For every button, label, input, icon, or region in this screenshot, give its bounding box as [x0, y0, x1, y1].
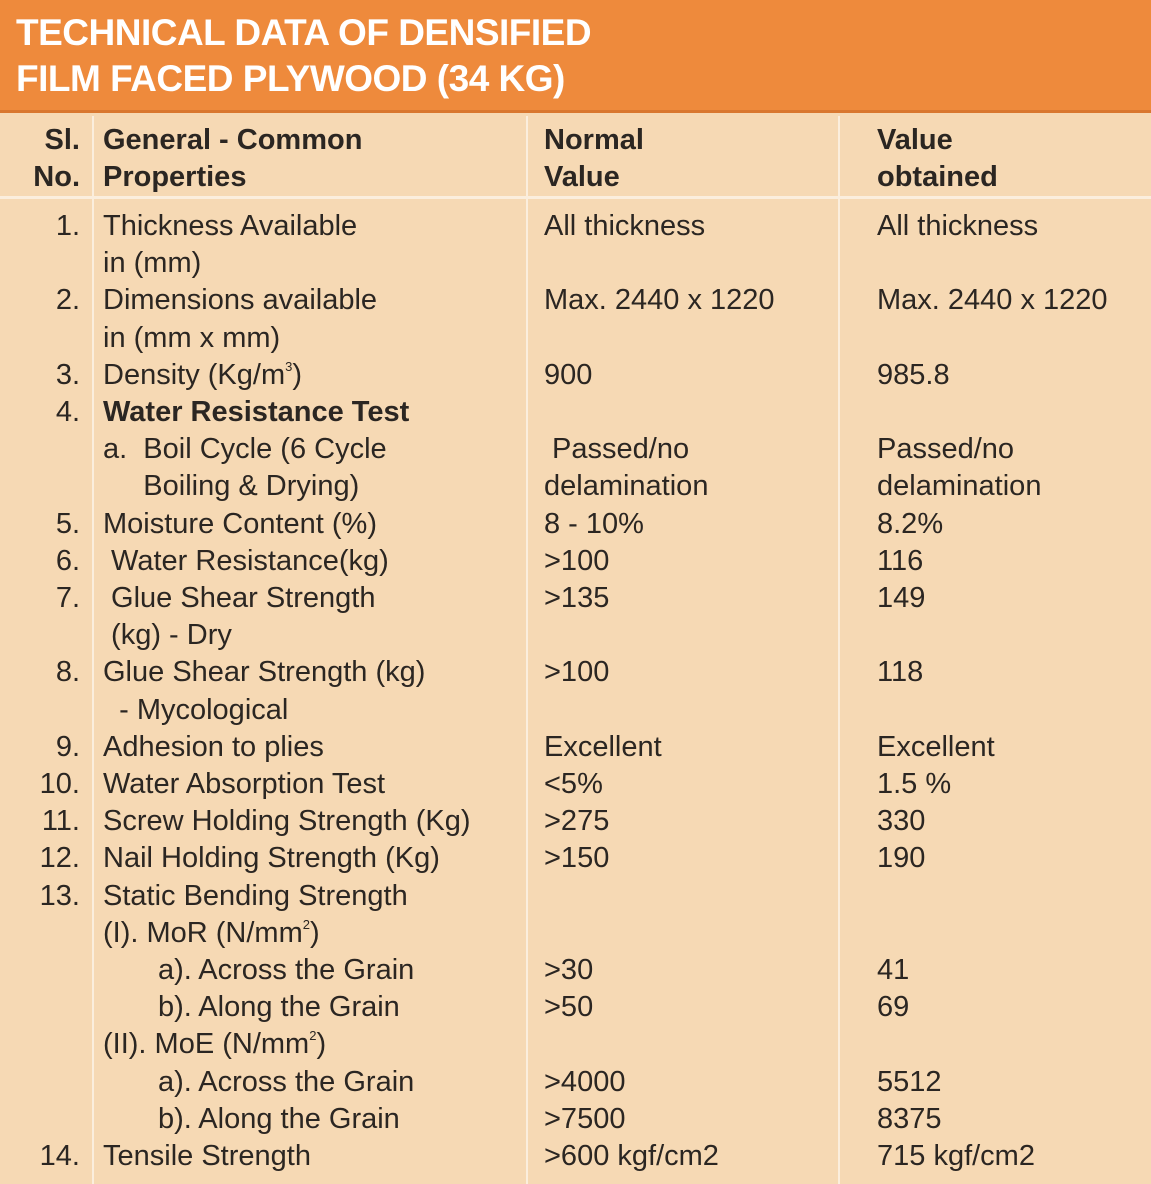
value-obtained-cell: 149 — [877, 582, 926, 614]
header-properties-line1: General - Common — [103, 124, 363, 156]
normal-value-cell: >4000 — [544, 1066, 626, 1098]
normal-value-cell: >600 kgf/cm2 — [544, 1140, 719, 1172]
value-obtained-cell: 69 — [877, 991, 910, 1023]
property-text-end: ) — [292, 359, 303, 391]
header-sl-text: Sl. — [44, 124, 80, 156]
property-text: a). Across the Grain — [158, 954, 415, 986]
property-text: (kg) - Dry — [103, 619, 232, 651]
property-text: Nail Holding Strength (Kg) — [103, 842, 440, 874]
property-text: Adhesion to plies — [103, 731, 324, 763]
property-label — [103, 208, 357, 245]
property-text: Static Bending Strength — [103, 880, 408, 912]
property-label — [103, 617, 232, 654]
value-obtained-cell: 985.8 — [877, 359, 950, 391]
header-normal-value — [544, 122, 644, 196]
property-label — [158, 952, 414, 989]
property-text: b). Along the Grain — [158, 1103, 400, 1135]
row-number: 8. — [55, 656, 80, 688]
property-text: (II). MoE (N/mm — [103, 1028, 310, 1060]
property-text: - Mycological — [103, 694, 289, 726]
property-label — [103, 766, 385, 803]
value-obtained-cell: 715 kgf/cm2 — [877, 1140, 1035, 1172]
header-no-text: No. — [33, 161, 80, 193]
row-number: 12. — [39, 842, 80, 874]
unit-superscript: 2 — [309, 1028, 317, 1043]
normal-value-cell: >100 — [544, 656, 610, 688]
row-number: 4. — [55, 396, 80, 428]
header-normal-line2: Value — [544, 161, 620, 193]
property-label — [103, 431, 387, 468]
header-properties — [103, 122, 362, 196]
value-obtained-cell: 330 — [877, 805, 926, 837]
value-obtained-cell: 8375 — [877, 1103, 942, 1135]
value-obtained-cell: delamination — [877, 470, 1042, 502]
property-label — [158, 1101, 400, 1138]
normal-value-cell: <5% — [544, 768, 603, 800]
value-obtained-cell: All thickness — [877, 210, 1039, 242]
normal-value-cell: delamination — [544, 470, 709, 502]
property-label — [103, 506, 377, 543]
normal-value-cell: Passed/no — [544, 433, 690, 465]
header-obtained-line2: obtained — [877, 161, 998, 193]
property-text-end: ) — [316, 1028, 327, 1060]
technical-data-table — [0, 116, 1151, 1184]
property-label — [103, 692, 288, 729]
value-obtained-cell: 190 — [877, 842, 926, 874]
property-text: Dimensions available — [103, 284, 378, 316]
property-label — [103, 878, 408, 915]
property-text: Density (Kg/m — [103, 359, 286, 391]
column-divider — [838, 116, 840, 1184]
property-text: Water Resistance(kg) — [103, 545, 389, 577]
property-label — [103, 915, 320, 952]
normal-value-cell: >150 — [544, 842, 610, 874]
property-label — [103, 729, 324, 766]
normal-value-cell: Excellent — [544, 731, 662, 763]
row-number: 9. — [55, 731, 80, 763]
unit-superscript: 2 — [302, 917, 310, 932]
property-label — [158, 1064, 414, 1101]
row-number: 7. — [55, 582, 80, 614]
header-properties-line2: Properties — [103, 161, 247, 193]
property-text: Boiling & Drying) — [103, 470, 360, 502]
property-label — [103, 654, 425, 691]
property-text-end: ) — [309, 917, 320, 949]
normal-value-cell: >50 — [544, 991, 594, 1023]
row-number: 6. — [55, 545, 80, 577]
page-title-line-1: TECHNICAL DATA OF DENSIFIED — [16, 12, 592, 53]
property-text: Thickness Available — [103, 210, 358, 242]
header-sl-no — [0, 122, 80, 196]
row-number: 13. — [39, 880, 80, 912]
row-number: 5. — [55, 508, 80, 540]
property-label — [103, 394, 409, 431]
property-text: Glue Shear Strength — [103, 582, 376, 614]
property-text: Screw Holding Strength (Kg) — [103, 805, 471, 837]
property-label — [103, 320, 280, 357]
property-label — [103, 357, 302, 394]
property-text: Water Resistance Test — [103, 396, 410, 428]
normal-value-cell: >7500 — [544, 1103, 626, 1135]
value-obtained-cell: 118 — [877, 656, 924, 688]
normal-value-cell: 8 - 10% — [544, 508, 644, 540]
property-text: in (mm x mm) — [103, 322, 281, 354]
property-label — [103, 1138, 311, 1175]
column-divider — [92, 116, 94, 1184]
property-text: a. Boil Cycle (6 Cycle — [103, 433, 387, 465]
property-text: Water Absorption Test — [103, 768, 386, 800]
property-label — [103, 245, 201, 282]
header-obtained-line1: Value — [877, 124, 953, 156]
property-text: Moisture Content (%) — [103, 508, 377, 540]
unit-superscript: 3 — [285, 359, 293, 374]
row-number: 2. — [55, 284, 80, 316]
property-label — [103, 1026, 326, 1063]
page-title-line-2: FILM FACED PLYWOOD (34 KG) — [16, 58, 565, 99]
value-obtained-cell: 116 — [877, 545, 924, 577]
value-obtained-cell: Passed/no — [877, 433, 1015, 465]
value-obtained-cell: 5512 — [877, 1066, 942, 1098]
normal-value-cell: >135 — [544, 582, 610, 614]
normal-value-cell: 900 — [544, 359, 593, 391]
property-label — [103, 840, 440, 877]
property-text: in (mm) — [103, 247, 202, 279]
row-number: 3. — [55, 359, 80, 391]
value-obtained-cell: Excellent — [877, 731, 995, 763]
value-obtained-cell: Max. 2440 x 1220 — [877, 284, 1108, 316]
property-label — [103, 543, 389, 580]
row-number: 1. — [55, 210, 80, 242]
property-text: a). Across the Grain — [158, 1066, 415, 1098]
property-label — [158, 989, 400, 1026]
normal-value-cell: All thickness — [544, 210, 706, 242]
property-label — [103, 282, 377, 319]
normal-value-cell: >275 — [544, 805, 610, 837]
row-number: 10. — [39, 768, 80, 800]
value-obtained-cell: 8.2% — [877, 508, 944, 540]
property-label — [103, 468, 359, 505]
title-banner — [0, 0, 1151, 113]
column-divider — [526, 116, 528, 1184]
property-text: Glue Shear Strength (kg) — [103, 656, 426, 688]
property-text: b). Along the Grain — [158, 991, 400, 1023]
value-obtained-cell: 1.5 % — [877, 768, 952, 800]
row-number: 14. — [39, 1140, 80, 1172]
normal-value-cell: >100 — [544, 545, 610, 577]
header-value-obtained — [877, 122, 998, 196]
header-normal-line1: Normal — [544, 124, 644, 156]
normal-value-cell: >30 — [544, 954, 594, 986]
property-label — [103, 580, 375, 617]
normal-value-cell: Max. 2440 x 1220 — [544, 284, 775, 316]
property-label — [103, 803, 471, 840]
header-divider — [0, 196, 1151, 199]
property-text: Tensile Strength — [103, 1140, 311, 1172]
row-number: 11. — [41, 805, 80, 837]
value-obtained-cell: 41 — [877, 954, 910, 986]
property-text: (I). MoR (N/mm — [103, 917, 303, 949]
